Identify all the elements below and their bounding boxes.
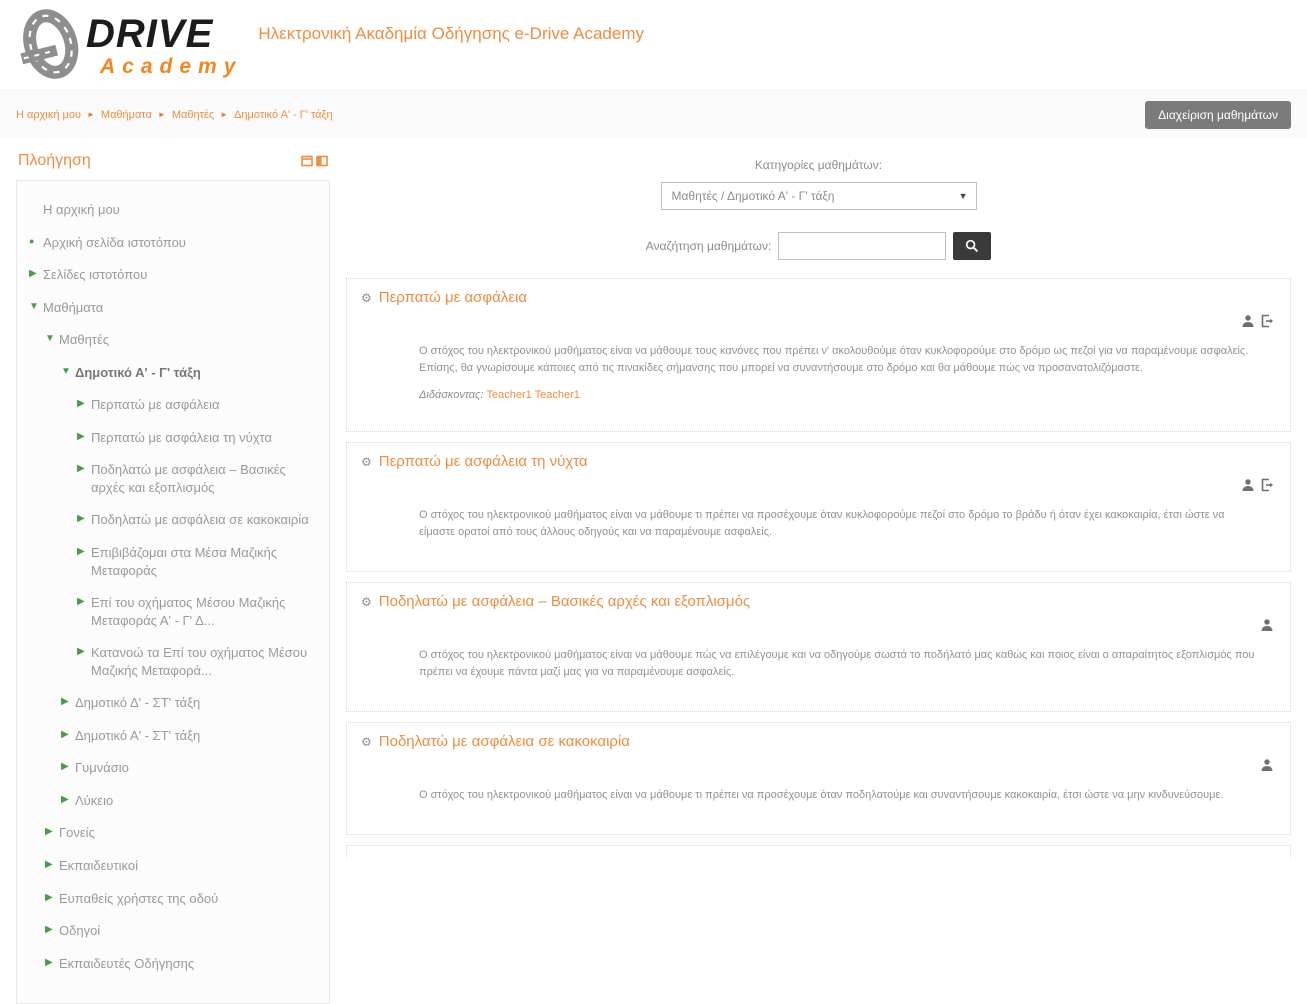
sidebar-item[interactable] [61, 759, 317, 777]
enrolled-user-icon [1241, 314, 1255, 328]
sidebar-item-label: Ποδηλατώ με ασφάλεια – Βασικές αρχές και εξοπλισμός [91, 462, 286, 495]
chevron-right-icon: ▶ [77, 596, 85, 608]
move-block-icon[interactable] [301, 155, 313, 167]
category-select[interactable] [661, 182, 977, 210]
course-list [346, 278, 1291, 835]
course-link[interactable]: Ποδηλατώ με ασφάλεια – Βασικές αρχές και εξοπλισμός [378, 593, 751, 611]
course-gear-icon: ⚙ [361, 594, 372, 609]
sidebar-item-label: Οδηγοί [59, 923, 101, 939]
dock-block-icon[interactable] [316, 155, 328, 167]
block-header [16, 150, 330, 180]
sidebar-item[interactable] [29, 234, 317, 252]
chevron-right-icon: ▶ [61, 696, 69, 708]
sidebar-item[interactable] [29, 266, 317, 284]
bullet-icon: ● [29, 235, 35, 246]
sidebar-item-label: Η αρχική μου [43, 202, 120, 217]
chevron-right-icon: ▶ [29, 268, 37, 280]
site-header [0, 0, 1307, 90]
category-label: Κατηγορίες μαθημάτων: [754, 158, 883, 172]
logo-drive-label: DRIVE [86, 12, 214, 56]
course-info-icons [363, 314, 1274, 329]
course-title-row [361, 593, 1276, 610]
course-box-partial [346, 845, 1291, 858]
course-box [346, 722, 1291, 835]
breadcrumb [16, 109, 333, 121]
breadcrumb-item[interactable]: Δημοτικό Α' - Γ' τάξη [234, 108, 333, 121]
course-box [346, 582, 1291, 712]
sidebar-item-label: Επί του οχήματος Μέσου Μαζικής Μεταφοράς Α' - Γ' Δ... [91, 595, 286, 628]
sidebar-item[interactable] [61, 364, 317, 382]
enrolled-user-icon [1241, 478, 1255, 492]
course-link[interactable]: Περπατώ με ασφάλεια [378, 289, 528, 306]
course-gear-icon: ⚙ [361, 734, 372, 749]
course-summary: Ο στόχος του ηλεκτρονικού μαθήματος είναι να μάθουμε τι πρέπει να προσέχουμε όταν κυκλοφορούμε πεζοί στο δρόμο το βράδυ ή όταν έχει κακοκαιρία, έτσι ώστε να είμαστε ορατοί από τους άλλους οδηγούς και να παραμένουμε ασφαλείς. [419, 509, 1225, 539]
sidebar-item[interactable] [61, 792, 317, 810]
logo-road-e-icon [18, 8, 84, 82]
sidebar-item-label: Αρχική σελίδα ιστοτόπου [43, 234, 186, 250]
teacher-link[interactable]: Teacher1 Teacher1 [486, 389, 580, 402]
sidebar-item-label: Εκπαιδευτές Οδήγησης [59, 955, 195, 971]
sidebar-item[interactable] [45, 955, 317, 973]
course-gear-icon: ⚙ [361, 454, 372, 469]
chevron-right-icon: ▶ [77, 463, 85, 475]
course-link[interactable]: Ποδηλατώ με ασφάλεια σε κακοκαιρία [378, 733, 630, 751]
enrolled-user-icon [1260, 618, 1274, 632]
navigation-tree [16, 180, 330, 1004]
sidebar-item-label: Ποδηλατώ με ασφάλεια σε κακοκαιρία [91, 512, 309, 528]
sidebar-item[interactable] [61, 727, 317, 745]
course-info-icons [363, 758, 1274, 773]
sidebar-item[interactable] [45, 331, 317, 349]
sidebar-item-label: Μαθήματα [43, 299, 104, 315]
navigation-block [16, 150, 330, 1004]
logo-academy-label: Academy [100, 55, 243, 78]
chevron-right-icon: ▶ [77, 513, 85, 525]
course-search-input[interactable] [778, 232, 946, 260]
sidebar-item[interactable] [77, 429, 317, 447]
course-title-row [361, 453, 1276, 470]
sidebar-item-label: Δημοτικό Α' - ΣΤ' τάξη [75, 727, 201, 743]
chevron-right-icon: ▶ [45, 859, 53, 871]
chevron-right-icon: ▶ [45, 826, 53, 838]
chevron-down-icon: ▼ [45, 333, 55, 345]
sidebar-item[interactable] [45, 890, 317, 908]
breadcrumb-item[interactable]: Η αρχική μου [16, 108, 81, 121]
search-button[interactable] [953, 232, 991, 260]
course-title-row [361, 733, 1276, 750]
sidebar-item[interactable] [45, 922, 317, 940]
content [0, 138, 1307, 1004]
manage-courses-button[interactable]: Διαχείριση μαθημάτων [1145, 101, 1291, 129]
sidebar-item-label: Εκπαιδευτικοί [59, 858, 138, 874]
course-box [346, 278, 1291, 432]
sidebar-item[interactable] [77, 511, 317, 529]
search-label: Αναζήτηση μαθημάτων: [645, 239, 772, 253]
site-logo[interactable] [18, 8, 242, 82]
sidebar-item-label: Γυμνάσιο [75, 760, 129, 776]
chevron-down-icon: ▼ [61, 365, 71, 377]
sidebar-item-label: Ευπαθείς χρήστες της οδού [59, 890, 219, 906]
sidebar-item[interactable] [45, 824, 317, 842]
logo-text [86, 14, 242, 77]
sidebar-item[interactable] [45, 857, 317, 875]
site-title: Ηλεκτρονική Ακαδημία Οδήγησης e-Drive Academy [258, 24, 644, 43]
course-gear-icon: ⚙ [361, 290, 372, 305]
sidebar-item-label: Γονείς [59, 825, 95, 841]
enrolled-user-icon [1260, 758, 1274, 772]
course-info-icons [363, 478, 1274, 493]
block-title: Πλοήγηση [18, 152, 91, 169]
sidebar-item-label: Επιβιβάζομαι στα Μέσα Μαζικής Μεταφοράς [91, 545, 278, 578]
breadcrumb-separator-icon: ► [86, 109, 95, 119]
sidebar-item-label: Περπατώ με ασφάλεια [91, 397, 220, 413]
course-teacher-line [419, 389, 1258, 401]
sidebar-item[interactable] [61, 694, 317, 712]
guest-access-icon [1260, 314, 1274, 328]
block-actions [301, 155, 328, 167]
chevron-right-icon: ▶ [45, 956, 53, 968]
course-box [346, 442, 1291, 572]
course-link[interactable]: Περπατώ με ασφάλεια τη νύχτα [378, 453, 588, 471]
sidebar-item-label: Μαθητές [59, 332, 110, 348]
sidebar-item-label: Λύκειο [75, 792, 114, 808]
breadcrumb-separator-icon: ► [220, 109, 229, 119]
sidebar-item-label: Δημοτικό Δ' - ΣΤ' τάξη [75, 695, 201, 711]
sidebar-item[interactable] [77, 644, 317, 679]
sidebar-item[interactable] [77, 544, 317, 579]
chevron-right-icon: ▶ [61, 728, 69, 740]
course-summary: Ο στόχος του ηλεκτρονικού μαθήματος είναι να μάθουμε τους κανόνες που πρέπει ν' ακολουθούμε όταν κυκλοφορούμε στο δρόμο ως πεζοί για να παραμένουμε ασφαλείς. Επίσης, θα γνωρίσουμε κάποιες από τις πινακίδες σήμανσης που μπορεί να συναντήσουμε στο δρόμο και θα μάθουμε πώς να προσανατολιζόμαστε. [419, 345, 1249, 375]
course-summary: Ο στόχος του ηλεκτρονικού μαθήματος είναι να μάθουμε πώς να επιλέγουμε και να οδηγούμε σωστά το ποδήλατό μας καθώς και ποιος είναι ο απαραίτητος εξοπλισμός που πρέπει να έχουμε πάντα μαζί μας για να παραμένουμε ασφαλείς. [419, 649, 1255, 679]
sidebar-item[interactable] [77, 461, 317, 496]
sidebar-item[interactable] [77, 396, 317, 414]
course-info-icons [363, 618, 1274, 633]
category-select-value: Μαθητές / Δημοτικό Α' - Γ' τάξη [671, 189, 835, 203]
sidebar-item-label: Κατανοώ τα Επί του οχήματος Μέσου Μαζικής Μεταφορά... [91, 645, 308, 678]
sidebar-item-label: Περπατώ με ασφάλεια τη νύχτα [91, 429, 272, 445]
chevron-right-icon: ▶ [61, 793, 69, 805]
search-icon [965, 239, 979, 253]
main-area [346, 150, 1291, 1004]
course-summary: Ο στόχος του ηλεκτρονικού μαθήματος είναι να μάθουμε τι πρέπει να προσέχουμε όταν ποδηλατούμε και συναντήσουμε κακοκαιρία, έτσι ώστε να μην κινδυνεύσουμε. [419, 789, 1224, 802]
chevron-right-icon: ▶ [45, 924, 53, 936]
breadcrumb-bar [0, 90, 1307, 138]
sidebar-item[interactable] [29, 299, 317, 317]
chevron-down-icon: ▼ [958, 191, 968, 201]
breadcrumb-item[interactable]: Μαθητές [171, 108, 215, 121]
search-row [346, 232, 1291, 260]
chevron-right-icon: ▶ [61, 761, 69, 773]
chevron-right-icon: ▶ [77, 430, 85, 442]
chevron-right-icon: ▶ [45, 891, 53, 903]
breadcrumb-separator-icon: ► [157, 109, 166, 119]
chevron-right-icon: ▶ [77, 546, 85, 558]
sidebar-item-label: Σελίδες ιστοτόπου [43, 267, 148, 283]
sidebar-item[interactable] [77, 594, 317, 629]
chevron-right-icon: ▶ [77, 646, 85, 658]
guest-access-icon [1260, 478, 1274, 492]
chevron-right-icon: ▶ [77, 398, 85, 410]
no-icon [29, 201, 43, 219]
sidebar-item[interactable] [29, 201, 317, 219]
chevron-down-icon: ▼ [29, 300, 39, 312]
sidebar-item-label: Δημοτικό Α' - Γ' τάξη [75, 364, 201, 380]
breadcrumb-item[interactable]: Μαθήματα [100, 108, 152, 121]
teacher-label: Διδάσκοντας: [419, 389, 487, 402]
course-title-row [361, 289, 1276, 306]
